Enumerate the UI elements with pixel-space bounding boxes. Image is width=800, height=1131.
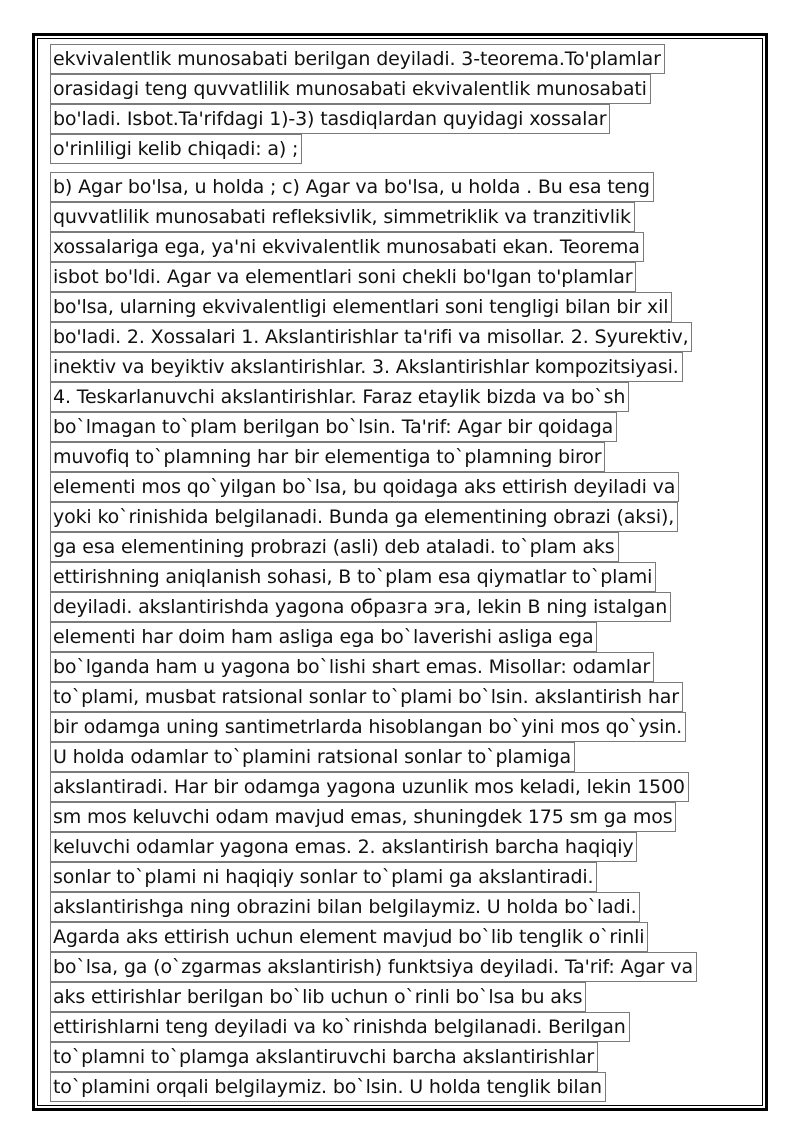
text-line: sm mos keluvchi odam mavjud emas, shuningdek 175 sm ga mos (50, 802, 676, 832)
text-line: bo'lsa, ularning ekvivalentligi elementlari soni tengligi bilan bir xil (50, 292, 672, 322)
text-line: inektiv va beyiktiv akslantirishlar. 3. Akslantirishlar kompozitsiyasi. (50, 352, 683, 382)
text-line: ettirishlarni teng deyiladi va ko`rinishda belgilanadi. Berilgan (50, 1012, 630, 1042)
text-line: to`plamni to`plamga akslantiruvchi barcha akslantirishlar (50, 1042, 598, 1072)
text-line: ekvivalentlik munosabati berilgan deyiladi. 3-teorema.To'plamlar (50, 44, 665, 74)
text-line: yoki ko`rinishida belgilanadi. Bunda ga elementining obrazi (aksi), (50, 502, 678, 532)
document-body (50, 44, 740, 1102)
text-line: Agarda aks ettirish uchun element mavjud bo`lib tenglik o`rinli (50, 922, 648, 952)
text-line: o'rinliligi kelib chiqadi: a) ; (50, 134, 302, 164)
text-line: muvofiq to`plamning har bir elementiga to`plamning biror (50, 442, 605, 472)
text-line: akslantiradi. Har bir odamga yagona uzunlik mos keladi, lekin 1500 (50, 772, 689, 802)
text-line: elementi mos qo`yilgan bo`lsa, bu qoidaga aks ettirish deyiladi va (50, 472, 679, 502)
text-line: ettirishning aniqlanish sohasi, B to`plam esa qiymatlar to`plami (50, 562, 656, 592)
text-line: bir odamga uning santimetrlarda hisoblangan bo`yini mos qo`ysin. (50, 712, 686, 742)
text-line: to`plami, musbat ratsional sonlar to`plami bo`lsin. akslantirish har (50, 682, 683, 712)
text-line: U holda odamlar to`plamini ratsional sonlar to`plamiga (50, 742, 575, 772)
text-line: quvvatlilik munosabati refleksivlik, simmetriklik va tranzitivlik (50, 202, 635, 232)
text-line: akslantirishga ning obrazini bilan belgilaymiz. U holda bo`ladi. (50, 892, 640, 922)
text-line: b) Agar bo'lsa, u holda ; c) Agar va bo'lsa, u holda . Bu esa teng (50, 172, 654, 202)
text-line: isbot bo'ldi. Agar va elementlari soni chekli bo'lgan to'plamlar (50, 262, 636, 292)
text-line: keluvchi odamlar yagona emas. 2. akslantirish barcha haqiqiy (50, 832, 637, 862)
text-line: xossalariga ega, ya'ni ekvivalentlik munosabati ekan. Teorema (50, 232, 644, 262)
paragraph-1 (50, 44, 740, 164)
text-line: 4. Teskarlanuvchi akslantirishlar. Faraz etaylik bizda va bo`sh (50, 382, 629, 412)
text-line: bo`lmagan to`plam berilgan bo`lsin. Ta'rif: Agar bir qoidaga (50, 412, 617, 442)
text-line: elementi har doim ham asliga ega bo`laverishi asliga ega (50, 622, 597, 652)
text-line: bo`lsa, ga (o`zgarmas akslantirish) funktsiya deyiladi. Ta'rif: Agar va (50, 952, 697, 982)
text-line: orasidagi teng quvvatlilik munosabati ekvivalentlik munosabati (50, 74, 651, 104)
text-line: to`plamini orqali belgilaymiz. bo`lsin. U holda tenglik bilan (50, 1072, 606, 1102)
text-line: ga esa elementining probrazi (asli) deb ataladi. to`plam aks (50, 532, 619, 562)
paragraph-2 (50, 172, 740, 1102)
text-line: sonlar to`plami ni haqiqiy sonlar to`plami ga akslantiradi. (50, 862, 597, 892)
text-line: aks ettirishlar berilgan bo`lib uchun o`rinli bo`lsa bu aks (50, 982, 586, 1012)
text-line: bo'ladi. 2. Xossalari 1. Akslantirishlar ta'rifi va misollar. 2. Syurektiv, (50, 322, 692, 352)
text-line: deyiladi. akslantirishda yagona образга эга, lekin B ning istalgan (50, 592, 671, 622)
text-line: bo'ladi. Isbot.Ta'rifdagi 1)-3) tasdiqlardan quyidagi xossalar (50, 104, 610, 134)
text-line: bo`lganda ham u yagona bo`lishi shart emas. Misollar: odamlar (50, 652, 654, 682)
